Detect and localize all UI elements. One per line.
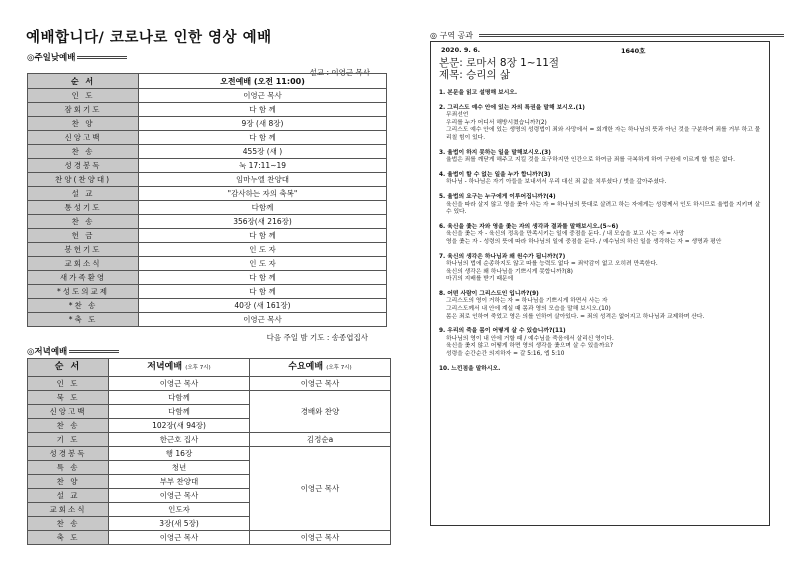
answer-line: 육신을 좇는 자 - 육신의 정욕을 만족시키는 일에 중점을 둔다. / 내 모습을 보고 사는 자 = 사망 [446,231,685,238]
order-value: 임마누엘 찬양대 [139,173,387,187]
answer-line: 그리스도의 영이 거하는 자 = 하나님을 기쁘시게 하면서 사는 자 [446,298,608,305]
order-value: 9장 (새 8장) [139,117,387,131]
table-row [28,215,387,229]
order-value: 다 함 께 [139,271,387,285]
sunday-order-table [27,73,387,327]
table-row [28,229,387,243]
table-row: 성경봉독 행 16장 이영근 목사 [28,447,391,461]
table-row: 기 도 한근호 집사 김정순a [28,433,391,447]
preacher-line: 설교 : 이영근 목사 [309,68,370,77]
question-item [439,328,764,358]
table-row [28,103,387,117]
table-row [28,299,387,313]
order-label: 찬 양 [28,117,139,131]
table-row [28,201,387,215]
table-row [28,131,387,145]
order-value: "감사하는 자의 축복" [139,187,387,201]
order-label: 찬 송 [28,145,139,159]
question-item [439,194,764,217]
order-value: 오전예배 (오전 11:00) [139,74,387,89]
order-label: 신앙고백 [28,131,139,145]
answer-line: 영을 좇는 자 - 성령의 뜻에 따라 하나님의 일에 중점을 둔다. / 예수님의 하신 일을 생각하는 자 = 생명과 평안 [446,238,722,245]
table-row [28,89,387,103]
next-week-prayer: 다음 주일 밤 기도 : 송종엽집사 [266,333,368,342]
order-label: 인 도 [28,89,139,103]
table-row [28,285,387,299]
question-text: 7. 육신의 생각은 하나님과 왜 원수가 됩니까?(7) [439,253,566,260]
merged-preacher-cell: 이영근 목사 [250,447,391,531]
order-value: 다 함 께 [139,285,387,299]
answer-line: 하나님 - 하나님은 자기 아들을 보내셔서 우리 대신 죄 값을 치루셨다 / 벗을 갚아주셨다. [446,179,667,186]
answer-line: 성령을 순간순간 의지하자 = 갈 5:16, 엡 5:10 [446,351,565,358]
answer-line: 그리스도께서 내 안에 계실 때 몸과 영의 모습을 말해 보시오.(10) [446,306,611,313]
order-value: 356장(새 216장) [139,215,387,229]
question-text: 8. 어떤 사람이 그리스도인 입니까?(9) [439,290,539,297]
table-row [28,257,387,271]
question-item [439,254,764,284]
table-row: 찬 송 3장(새 5장) [28,517,391,531]
order-label: 통성기도 [28,201,139,215]
table-row: 축 도 이영근 목사 이영근 목사 [28,531,391,545]
question-text: 5. 율법의 요구는 누구에게 이루어집니까?(4) [439,193,556,200]
lesson-box [430,41,770,526]
order-label: 새가족환영 [28,271,139,285]
table-row: 특 송 청년 [28,461,391,475]
table-row: 찬 양 부부 찬양대 [28,475,391,489]
order-label: 찬양(찬양대) [28,173,139,187]
question-text: 9. 우리의 죽을 몸이 어떻게 살 수 있습니까?(11) [439,328,566,335]
answer-line: 육신을 좇지 않고 어떻게 하면 영의 생각을 좇으며 살 수 있을까요? [446,343,614,350]
table-row [28,145,387,159]
table-row: 신앙고백 다함께 [28,405,391,419]
order-value: 눅 17:11~19 [139,159,387,173]
question-item [439,224,764,247]
order-label: 설 교 [28,187,139,201]
table-row: 교회소식 인도자 [28,503,391,517]
lesson-subject: 제목: 승리의 삶 [439,69,511,81]
answer-line: 율법은 죄를 깨닫게 해주고 지킬 것을 요구하지만 인간으로 하여금 죄를 극복하게 하여 구원에 이르게 할 힘은 없다. [446,157,735,164]
table-row [28,173,387,187]
table-row: 묵 도 다함께 경배와 찬양 [28,391,391,405]
order-value: 다함께 [139,201,387,215]
page-title: 예배합니다/ 코로나로 인한 영상 예배 [26,30,272,46]
order-value: 다 함 께 [139,103,387,117]
table-row: 찬 송 102장(새 94장) [28,419,391,433]
question-item [439,172,764,187]
order-value: 이영근 목사 [139,313,387,327]
header-evening: 저녁예배 (오후 7시) [109,359,250,377]
answer-line: 하나님의 법에 순종하지도 않고 따를 능력도 없다 = 죄악감이 없고 오히려 만족한다. [446,261,658,268]
table-row: 인 도 이영근 목사 이영근 목사 [28,377,391,391]
question-item [439,150,764,165]
order-label: 순 서 [28,74,139,89]
answer-line: 하나님의 영이 내 안에 거할 때 / 예수님을 죽음에서 살리신 영이다. [446,335,614,342]
question-item [439,366,764,374]
answer-line: 육신의 생각은 왜 하나님을 기쁘시게 못합니까?(8) [446,268,573,275]
issue-number: 1640호 [621,47,646,55]
lesson-section-label: ◎ 구역 공과 [430,30,784,41]
question-list [439,90,764,380]
order-value: 다 함 께 [139,229,387,243]
order-label: *찬 송 [28,299,139,313]
lesson-title [439,57,559,81]
order-value: 인 도 자 [139,243,387,257]
order-label: 잠회기도 [28,103,139,117]
question-text: 3. 율법이 하지 못하는 일을 말해보시오.(3) [439,149,551,156]
lesson-date: 2020. 9. 6. [441,46,481,54]
order-value: 이영근 목사 [139,89,387,103]
merged-praise-cell: 경배와 찬양 [250,391,391,433]
order-value: 40장 (새 161장) [139,299,387,313]
answer-line: 무죄선언 [446,112,469,119]
table-header-row [28,74,387,89]
table-row [28,243,387,257]
answer-line: 우리를 누가 어디서 해방시켰습니까?(2) [446,119,547,126]
question-text: 1. 본문을 읽고 설명해 보시오. [439,90,518,96]
header-order: 순 서 [28,359,109,377]
evening-section-label: ◎저녁예배 [27,345,119,357]
order-value: 455장 (새 ) [139,145,387,159]
order-label: 교회소식 [28,257,139,271]
order-label: 봉헌기도 [28,243,139,257]
right-page [400,0,800,566]
sunday-section-label: ◎주일낮예배 [27,51,127,63]
question-item [439,90,764,98]
header-wednesday: 수요예배 (오후 7시) [250,359,391,377]
table-row [28,159,387,173]
order-label: *축 도 [28,313,139,327]
question-text: 4. 율법이 할 수 없는 일을 누가 합니까?(3) [439,171,551,178]
question-text: 2. 그리스도 예수 안에 있는 자의 특권을 말해 보시오.(1) [439,104,585,111]
answer-line: 몸은 죄로 인하여 죽었고 영은 의를 인하여 살아있다. = 죄의 성격은 없어지고 하나님과 교제하며 산다. [446,313,705,320]
answer-line: 마귀의 지배를 받기 때문에 [446,276,514,283]
order-label: *성도의교제 [28,285,139,299]
order-label: 찬 송 [28,215,139,229]
order-label: 성경봉독 [28,159,139,173]
order-value: 인 도 자 [139,257,387,271]
order-label: 헌 금 [28,229,139,243]
question-text: 6. 육신을 좇는 자와 영을 좇는 자의 생각과 결과를 말해보시오.(5~6) [439,223,619,230]
table-row: 설 교 이영근 목사 [28,489,391,503]
table-row [28,117,387,131]
table-row [28,187,387,201]
answer-line: 그리스도 예수 안에 있는 생명의 성령법이 죄와 사망에서 = 회개한 자는 하나님의 뜻과 아닌 것을 구분하여 죄를 거부 하고 물리칠 힘이 있다. [446,127,761,141]
order-value: 다 함 께 [139,131,387,145]
evening-order-table [27,358,391,545]
question-item [439,105,764,143]
table-row [28,313,387,327]
question-item [439,291,764,321]
answer-line: 육신을 따라 살지 않고 영을 좇아 사는 자 = 하나님의 뜻대로 살려고 하는 자에게는 성령께서 인도 하시므로 율법을 지키며 살 수 있다. [446,201,761,216]
bible-passage: 본문: 로마서 8장 1~11절 [439,57,560,69]
question-text: 10. 느낀점을 말하시오. [439,365,501,372]
table-row [28,271,387,285]
table-header-row [28,359,391,377]
